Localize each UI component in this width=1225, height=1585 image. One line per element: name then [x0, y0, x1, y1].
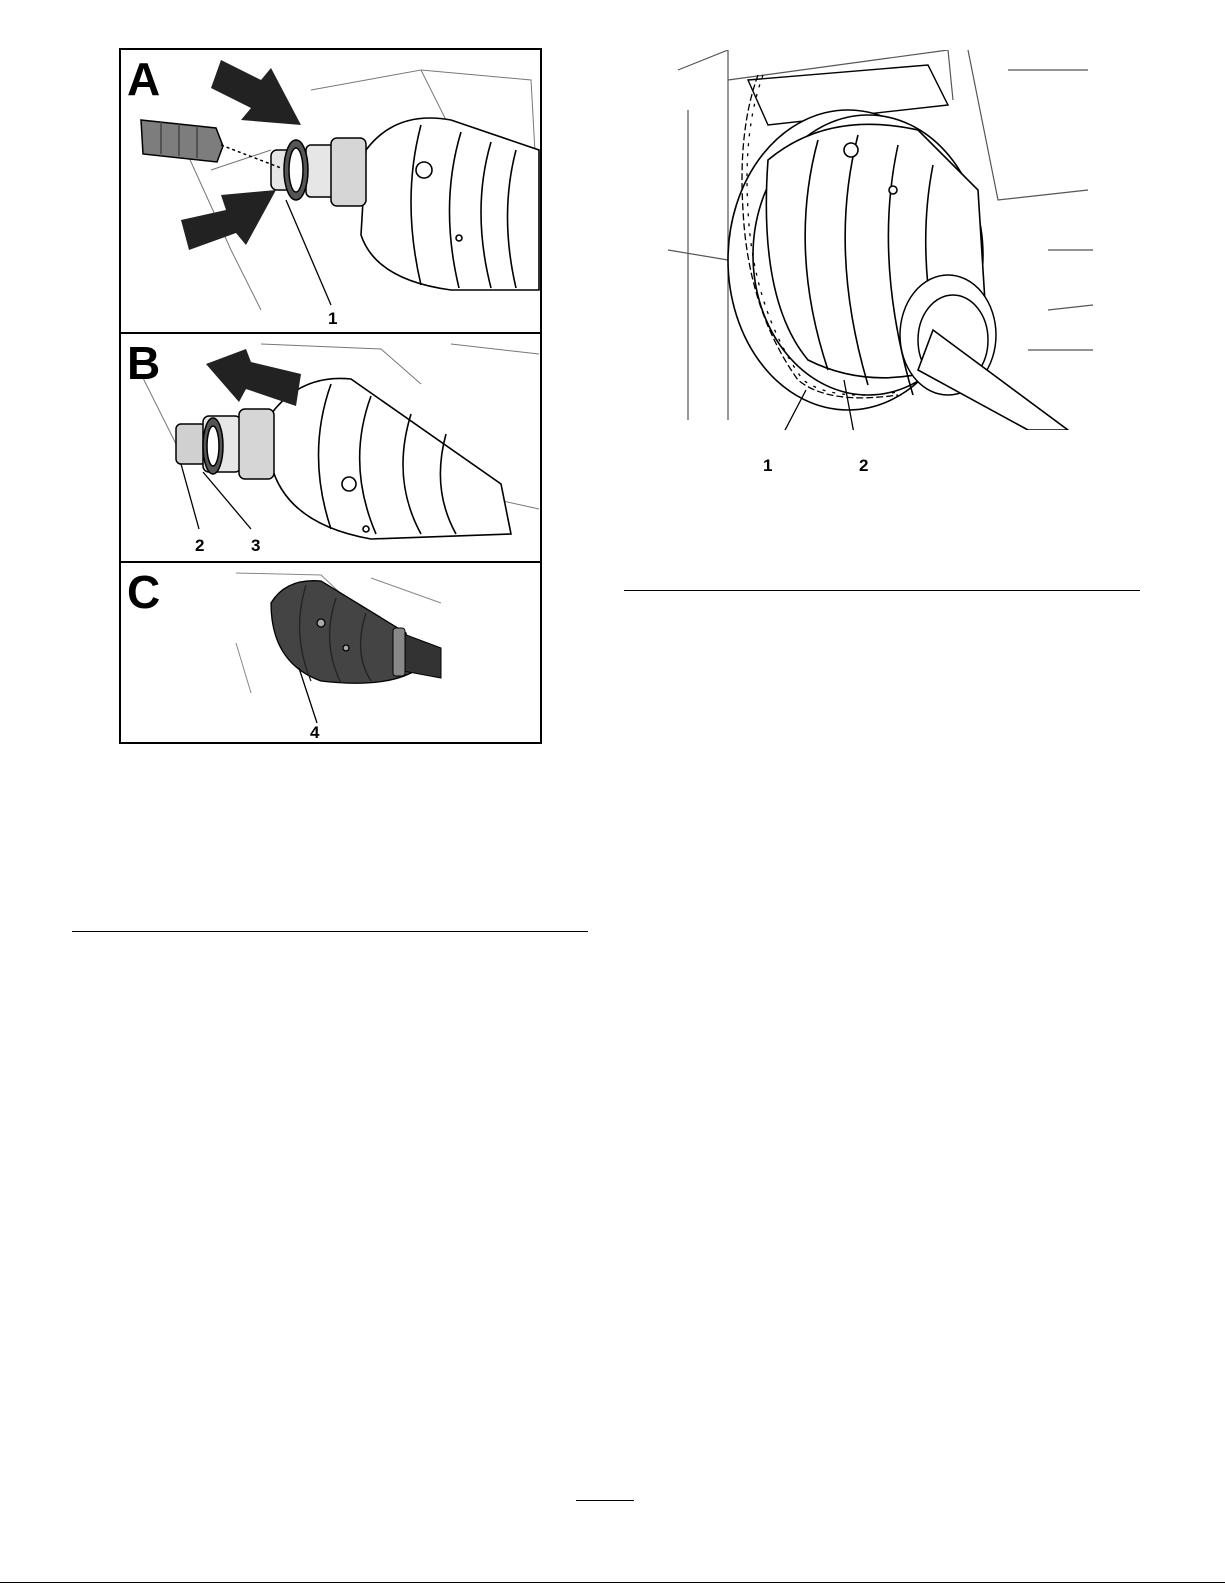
panel-b-letter: B — [127, 337, 161, 389]
callout-4: 4 — [310, 723, 320, 742]
panel-c — [121, 563, 540, 742]
panel-c-letter: C — [127, 566, 161, 618]
panel-a — [121, 50, 540, 334]
panel-a-letter: A — [127, 53, 161, 105]
right-callout-1: 1 — [763, 456, 773, 475]
section-rule-left — [72, 931, 588, 932]
panel-c-drawing — [121, 563, 540, 740]
callout-3: 3 — [251, 536, 261, 555]
callout-1: 1 — [328, 309, 338, 328]
panel-b — [121, 334, 540, 563]
callout-2: 2 — [195, 536, 205, 555]
figure-right — [668, 50, 1093, 430]
figure-left — [119, 48, 542, 744]
panel-a-drawing — [121, 50, 540, 332]
section-rule-right — [624, 590, 1140, 591]
panel-b-drawing — [121, 334, 540, 561]
figure-right-drawing — [668, 50, 1093, 430]
right-callout-2: 2 — [859, 456, 869, 475]
page-bottom-rule — [0, 1582, 1225, 1583]
page-number-rule — [576, 1500, 634, 1501]
